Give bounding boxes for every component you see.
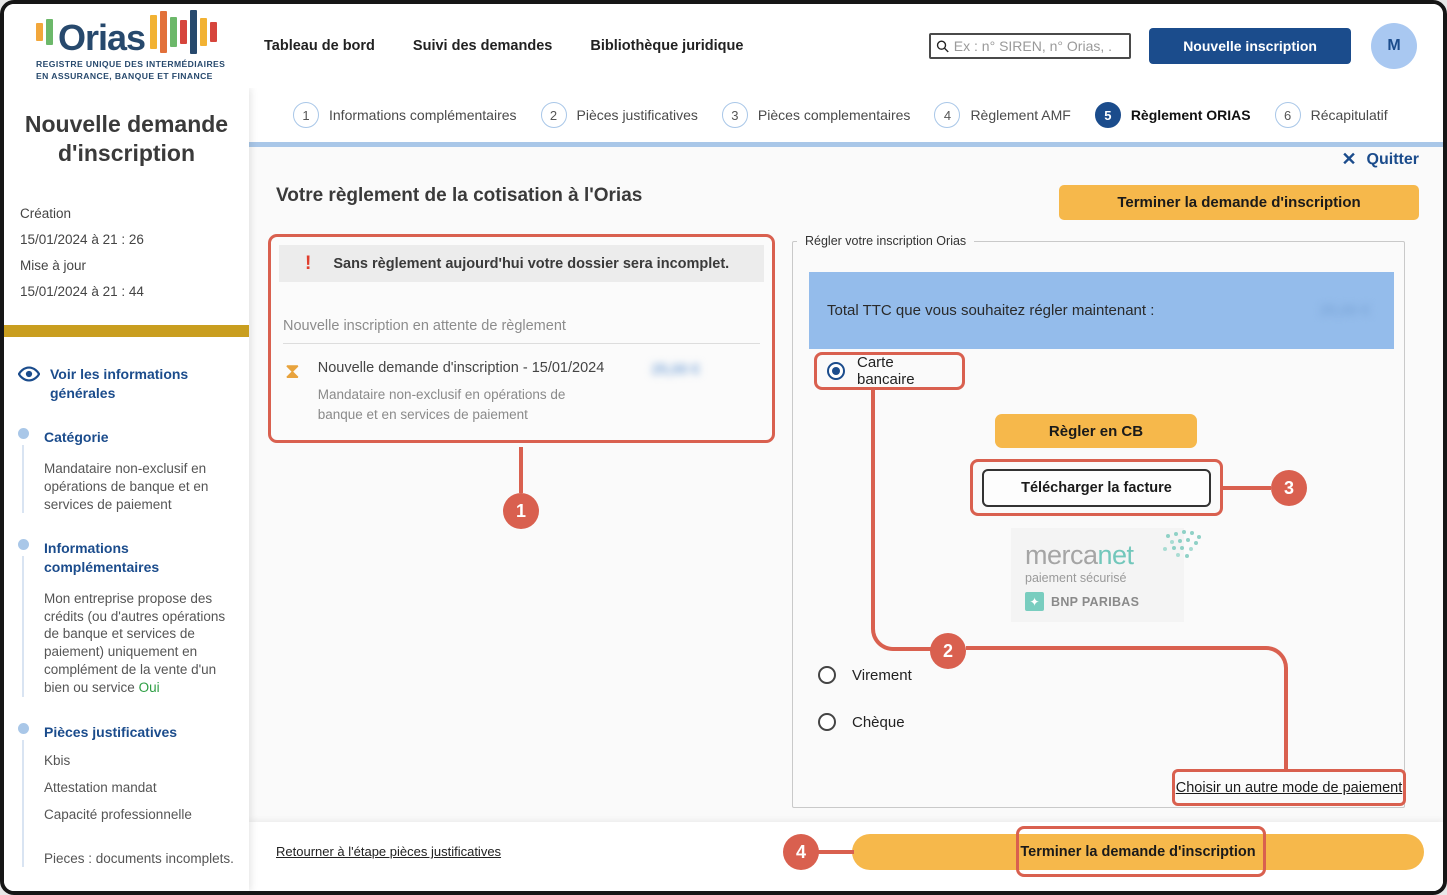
- cheque-option-row: [818, 713, 905, 731]
- pieces-list: [44, 753, 239, 822]
- step-label: Pièces complementaires: [757, 107, 911, 123]
- logo-bar: [200, 18, 207, 46]
- main-area: [249, 88, 1443, 891]
- warning-icon: !: [305, 252, 312, 274]
- step-label: Règlement ORIAS: [1130, 107, 1251, 123]
- rail-line: [22, 740, 24, 868]
- page-content: [249, 147, 1443, 822]
- section-rail: [18, 539, 44, 696]
- orias-logo-bars: [36, 10, 236, 58]
- callout-3-badge: 3: [1271, 470, 1307, 506]
- bnp-paribas-logo: [1025, 592, 1174, 611]
- view-general-info-link[interactable]: [4, 337, 249, 401]
- step-2-pieces-justificatives[interactable]: [541, 102, 698, 128]
- bnp-name: BNP PARIBAS: [1051, 594, 1140, 609]
- pending-payment-panel: [268, 234, 775, 443]
- quit-label: Quitter: [1366, 150, 1419, 168]
- radio-label-cheque: Chèque: [852, 713, 905, 731]
- new-registration-button[interactable]: Nouvelle inscription: [1149, 28, 1351, 64]
- app-body: [4, 88, 1443, 891]
- section-rail: [18, 723, 44, 868]
- virement-option-row: [818, 666, 912, 684]
- informations-text: Mon entreprise propose des crédits (ou d'autres opérations de banque et services de paiement) uniquement en complément de la vente d'un bien ou service: [44, 590, 226, 695]
- card-option-annotation-box: [814, 352, 965, 390]
- pending-item-title: Nouvelle demande d'inscription - 15/01/2024: [317, 360, 605, 376]
- back-to-documents-link[interactable]: Retourner à l'étape pièces justificatives: [276, 844, 502, 859]
- radio-virement[interactable]: [818, 666, 836, 684]
- page-title: Votre règlement de la cotisation à l'Orias: [276, 185, 643, 206]
- update-date: 15/01/2024 à 21 : 44: [20, 284, 144, 300]
- step-number: 2: [541, 102, 567, 128]
- step-label: Informations complémentaires: [329, 107, 517, 123]
- other-payment-annotation-box: [1172, 769, 1406, 806]
- logo-bar: [210, 22, 217, 42]
- warning-banner: [279, 245, 764, 282]
- step-number: 5: [1095, 102, 1121, 128]
- callout-2-connector-right: [966, 646, 1288, 769]
- wizard-footer: [249, 822, 1443, 891]
- callout-1-badge: 1: [503, 493, 539, 529]
- mercanet-name-gray: merca: [1025, 540, 1098, 570]
- wizard-stepper: [249, 88, 1443, 142]
- step-label: Pièces justificatives: [576, 107, 698, 123]
- logo-bar: [170, 17, 177, 47]
- total-value-blurred: 25,00 €: [1319, 302, 1370, 319]
- sidebar-section-informations-complementaires: [4, 513, 249, 696]
- section-text-informations: [44, 590, 239, 697]
- mercanet-dots-decoration: [1166, 534, 1170, 538]
- mercanet-subtitle: paiement sécurisé: [1025, 571, 1127, 585]
- step-number: 4: [934, 102, 960, 128]
- sidebar-section-pieces-justificatives: [4, 697, 249, 868]
- piece-item-capacite: Capacité professionnelle: [44, 806, 192, 822]
- total-banner: [809, 272, 1394, 349]
- mercanet-wordmark: [1025, 542, 1174, 569]
- section-title-pieces: Pièces justificatives: [44, 723, 178, 740]
- logo-bar: [46, 19, 53, 45]
- step-5-reglement-orias[interactable]: [1095, 102, 1251, 128]
- pending-item-desc: Mandataire non-exclusif en opérations de banque et en services de paiement: [317, 387, 566, 422]
- finish-registration-button-top[interactable]: Terminer la demande d'inscription: [1059, 185, 1419, 220]
- step-number: 3: [722, 102, 748, 128]
- answer-oui: Oui: [138, 679, 160, 695]
- sidebar: [4, 88, 249, 891]
- radio-carte-bancaire[interactable]: [827, 362, 845, 380]
- radio-label-virement: Virement: [852, 666, 912, 684]
- finish-registration-button-bottom[interactable]: Terminer la demande d'inscription: [852, 834, 1424, 870]
- logo-bar: [190, 10, 197, 54]
- pending-subtitle: Nouvelle inscription en attente de règlement: [283, 318, 760, 344]
- search-icon: [936, 39, 950, 54]
- total-label: Total TTC que vous souhaitez régler maintenant :: [827, 302, 1155, 319]
- main-nav: [264, 38, 743, 54]
- logo-wordmark: Orias: [58, 16, 146, 58]
- search-input[interactable]: [954, 38, 1124, 54]
- logo-bar: [150, 15, 157, 49]
- step-6-recapitulatif[interactable]: [1275, 102, 1388, 128]
- logo-bar: [160, 11, 167, 53]
- section-rail: [18, 428, 44, 514]
- bullet-dot-icon: [18, 723, 29, 734]
- user-avatar[interactable]: M: [1371, 23, 1417, 69]
- callout-3-connector: [1223, 486, 1271, 490]
- sidebar-section-categorie: [4, 402, 249, 514]
- callout-4-badge: 4: [783, 834, 819, 870]
- radio-cheque[interactable]: [818, 713, 836, 731]
- step-label: Récapitulatif: [1310, 107, 1388, 123]
- creation-date: 15/01/2024 à 21 : 26: [20, 232, 144, 248]
- callout-2-connector-left: [871, 390, 932, 651]
- radio-label-carte-bancaire: Carte bancaire: [857, 354, 915, 388]
- piece-item-kbis: Kbis: [44, 752, 71, 768]
- step-4-reglement-amf[interactable]: [934, 102, 1070, 128]
- section-text-categorie: Mandataire non-exclusif en opérations de banque et en services de paiement: [44, 460, 209, 512]
- bullet-dot-icon: [18, 428, 29, 439]
- step-number: 6: [1275, 102, 1301, 128]
- section-title-categorie: Catégorie: [44, 428, 109, 445]
- section-title-informations: Informations complémentaires: [44, 540, 160, 575]
- mercanet-name-teal: net: [1097, 540, 1134, 570]
- quit-button[interactable]: [1341, 149, 1419, 170]
- pieces-note: Pieces : documents incomplets.: [44, 850, 234, 866]
- logo-bar: [180, 20, 187, 44]
- step-1-informations-complementaires[interactable]: [293, 102, 517, 128]
- sidebar-dates: [4, 168, 249, 299]
- orias-logo[interactable]: [36, 10, 236, 82]
- sidebar-gold-divider: [4, 325, 249, 337]
- update-label: Mise à jour: [20, 258, 87, 274]
- top-header: [4, 4, 1443, 88]
- global-search[interactable]: [929, 33, 1131, 59]
- logo-tagline: REGISTRE UNIQUE DES INTERMÉDIAIRES EN ASSURANCE, BANQUE ET FINANCE: [36, 58, 226, 81]
- nav-tableau-de-bord[interactable]: Tableau de bord: [264, 38, 375, 54]
- nav-bibliotheque-juridique[interactable]: Bibliothèque juridique: [590, 38, 744, 54]
- sidebar-title: Nouvelle demande d'inscription: [24, 111, 229, 167]
- callout-2-badge: 2: [930, 633, 966, 669]
- callout-1-connector: [519, 447, 523, 493]
- mercanet-logo: [1011, 528, 1184, 622]
- step-number: 1: [293, 102, 319, 128]
- eye-icon: [18, 366, 40, 382]
- creation-label: Création: [20, 206, 72, 222]
- bullet-dot-icon: [18, 539, 29, 550]
- download-invoice-annotation-box: [970, 459, 1223, 516]
- hourglass-icon: ⧗: [285, 360, 300, 383]
- pay-by-card-button[interactable]: Règler en CB: [995, 414, 1197, 448]
- step-3-pieces-complementaires[interactable]: [722, 102, 911, 128]
- close-icon: ✕: [1341, 149, 1357, 169]
- pending-item-row: [279, 360, 764, 424]
- logo-bar: [36, 23, 43, 41]
- pending-item-price-blurred: 25,00 €: [651, 362, 700, 378]
- view-general-info-label: Voir les informations générales: [50, 366, 189, 401]
- step-label: Règlement AMF: [970, 107, 1071, 123]
- warning-text: Sans règlement aujourd'hui votre dossier sera incomplet.: [333, 255, 730, 272]
- callout-4-connector: [817, 850, 854, 854]
- other-payment-link[interactable]: Choisir un autre mode de paiement: [1175, 779, 1403, 796]
- rail-line: [22, 445, 24, 514]
- bnp-star-icon: ✦: [1025, 592, 1044, 611]
- payment-panel-legend: Régler votre inscription Orias: [797, 234, 974, 248]
- nav-suivi-des-demandes[interactable]: Suivi des demandes: [412, 38, 553, 54]
- piece-item-attestation: Attestation mandat: [44, 779, 157, 795]
- download-invoice-button[interactable]: Télécharger la facture: [982, 469, 1211, 507]
- rail-line: [22, 556, 24, 696]
